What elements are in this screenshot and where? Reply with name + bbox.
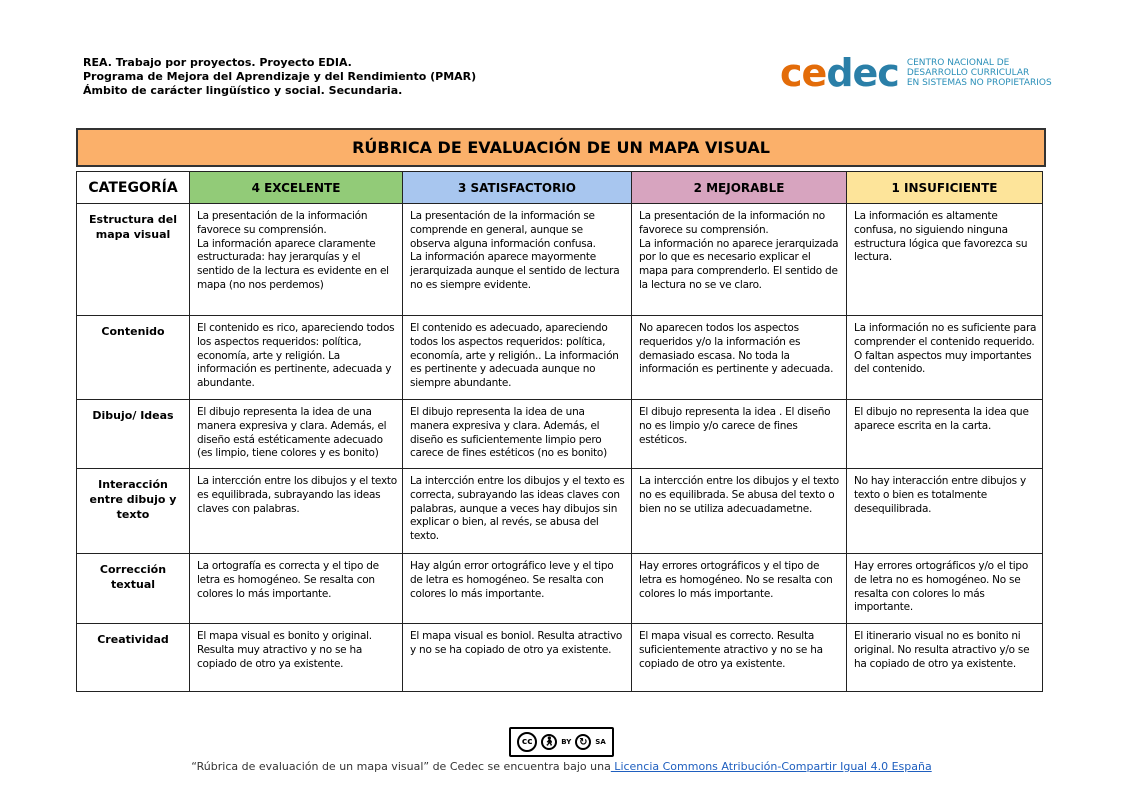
- cell-excelente: El dibujo representa la idea de una manera expresiva y clara. Además, el diseño está estéticamente adecuado (es limpio, tiene colores y es bonito): [190, 400, 403, 469]
- license-link[interactable]: Licencia Commons Atribución-Compartir Igual 4.0 España: [610, 760, 932, 773]
- license-statement: [0, 760, 1123, 773]
- logo-word-part2: dec: [826, 51, 899, 95]
- cell-insuficiente: El itinerario visual no es bonito ni original. No resulta atractivo y/o se ha copiado de otro ya existente.: [847, 624, 1043, 692]
- column-header-excelente: 4 EXCELENTE: [190, 172, 403, 204]
- header-line-3: Ámbito de carácter lingüístico y social. Secundaria.: [83, 84, 403, 97]
- logo-sub-2: DESARROLLO CURRICULAR: [906, 68, 1030, 78]
- cell-insuficiente: La información no es suficiente para comprender el contenido requerido. O faltan aspectos muy importantes del contenido.: [847, 316, 1043, 400]
- cell-insuficiente: El dibujo no representa la idea que aparece escrita en la carta.: [847, 400, 1043, 469]
- cell-satisfactorio: El contenido es adecuado, apareciendo todos los aspectos requeridos: política, economía, arte y religión.. La información es pertinente y adecuada aunque no siempre abundante.: [403, 316, 632, 400]
- header-line-2: Programa de Mejora del Aprendizaje y del Rendimiento (PMAR): [83, 70, 477, 83]
- cell-excelente: La ortografía es correcta y el tipo de letra es homogéneo. Se resalta con colores lo más importante.: [190, 554, 403, 624]
- logo-sub-3: EN SISTEMAS NO PROPIETARIOS: [906, 78, 1052, 88]
- license-badge-wrap: [0, 727, 1123, 757]
- rubric-title: RÚBRICA DE EVALUACIÓN DE UN MAPA VISUAL: [76, 128, 1046, 167]
- cedec-logo: [780, 52, 1052, 94]
- cell-satisfactorio: El dibujo representa la idea de una manera expresiva y clara. Además, el diseño es suficientemente limpio pero carece de fines estéticos (no es bonito): [403, 400, 632, 469]
- logo-word-part1: ce: [780, 51, 827, 95]
- cell-excelente: La presentación de la información favorece su comprensión. La información aparece claramente estructurada: hay jerarquías y el sentido de la lectura es evidente en el mapa (no nos perdemos): [190, 204, 403, 316]
- cell-satisfactorio: El mapa visual es boniol. Resulta atractivo y no se ha copiado de otro ya existente.: [403, 624, 632, 692]
- cell-excelente: La intercción entre los dibujos y el texto es equilibrada, subrayando las ideas claves con palabras.: [190, 469, 403, 554]
- cell-excelente: El mapa visual es bonito y original. Resulta muy atractivo y no se ha copiado de otro ya existente.: [190, 624, 403, 692]
- header-line-1: REA. Trabajo por proyectos. Proyecto EDIA.: [83, 56, 352, 69]
- table-row: [77, 400, 1043, 469]
- rubric-table: [76, 171, 1043, 692]
- cell-satisfactorio: La intercción entre los dibujos y el texto es correcta, subrayando las ideas claves con palabras, aunque a veces hay dibujos sin explicar o bien, al revés, se abusa del texto.: [403, 469, 632, 554]
- table-row: [77, 469, 1043, 554]
- column-header-satisfactorio: 3 SATISFACTORIO: [403, 172, 632, 204]
- cell-mejorable: No aparecen todos los aspectos requeridos y/o la información es demasiado escasa. No toda la información es pertinente y adecuada.: [632, 316, 847, 400]
- cc-icon-label: cc: [521, 737, 533, 747]
- table-row: [77, 204, 1043, 316]
- row-category: Estructura del mapa visual: [77, 204, 190, 316]
- cell-mejorable: La intercción entre los dibujos y el texto no es equilibrada. Se abusa del texto o bien no se utiliza adecuadametne.: [632, 469, 847, 554]
- row-category: Contenido: [77, 316, 190, 400]
- cell-satisfactorio: La presentación de la información se comprende en general, aunque se observa alguna información confusa. La información aparece mayormente jerarquizada aunque el sentido de lectura no es siempre evidente.: [403, 204, 632, 316]
- column-header-insuficiente: 1 INSUFICIENTE: [847, 172, 1043, 204]
- table-row: [77, 554, 1043, 624]
- cedec-logo-subtitle: [907, 58, 1052, 88]
- column-header-categoria: CATEGORÍA: [77, 172, 190, 204]
- row-category: Dibujo/ Ideas: [77, 400, 190, 469]
- cell-excelente: El contenido es rico, apareciendo todos los aspectos requeridos: política, economía, arte y religión. La información es pertinente, adecuada y abundante.: [190, 316, 403, 400]
- license-text: “Rúbrica de evaluación de un mapa visual” de Cedec se encuentra bajo una: [191, 760, 611, 773]
- rubric-header-row: [77, 172, 1043, 204]
- sa-label: SA: [595, 738, 606, 746]
- share-alike-icon: ↻: [575, 734, 591, 750]
- cell-mejorable: El dibujo representa la idea . El diseño no es limpio y/o carece de fines estéticos.: [632, 400, 847, 469]
- row-category: Creatividad: [77, 624, 190, 692]
- cell-mejorable: Hay errores ortográficos y el tipo de letra es homogéneo. No se resalta con colores lo más importante.: [632, 554, 847, 624]
- cc-by-sa-badge[interactable]: [509, 727, 614, 757]
- cell-insuficiente: No hay interacción entre dibujos y texto o bien es totalmente desequilibrada.: [847, 469, 1043, 554]
- cell-mejorable: El mapa visual es correcto. Resulta suficientemente atractivo y no se ha copiado de otro ya existente.: [632, 624, 847, 692]
- cell-insuficiente: La información es altamente confusa, no siguiendo ninguna estructura lógica que favorezca su lectura.: [847, 204, 1043, 316]
- document-header: [83, 56, 476, 98]
- creative-commons-icon: [517, 732, 537, 752]
- cell-insuficiente: Hay errores ortográficos y/o el tipo de letra no es homogéneo. No se resalta con colores lo más importante.: [847, 554, 1043, 624]
- cell-mejorable: La presentación de la información no favorece su comprensión. La información no aparece jerarquizada por lo que es necesario explicar el mapa para comprenderlo. El sentido de la lectura no se ve claro.: [632, 204, 847, 316]
- cell-satisfactorio: Hay algún error ortográfico leve y el tipo de letra es homogéneo. Se resalta con colores lo más importante.: [403, 554, 632, 624]
- cedec-logo-wordmark: [780, 53, 899, 93]
- table-row: [77, 316, 1043, 400]
- attribution-icon: 🚶︎: [541, 734, 557, 750]
- column-header-mejorable: 2 MEJORABLE: [632, 172, 847, 204]
- by-label: BY: [561, 738, 572, 746]
- row-category: Corrección textual: [77, 554, 190, 624]
- table-row: [77, 624, 1043, 692]
- logo-sub-1: CENTRO NACIONAL DE: [906, 58, 1010, 68]
- row-category: Interacción entre dibujo y texto: [77, 469, 190, 554]
